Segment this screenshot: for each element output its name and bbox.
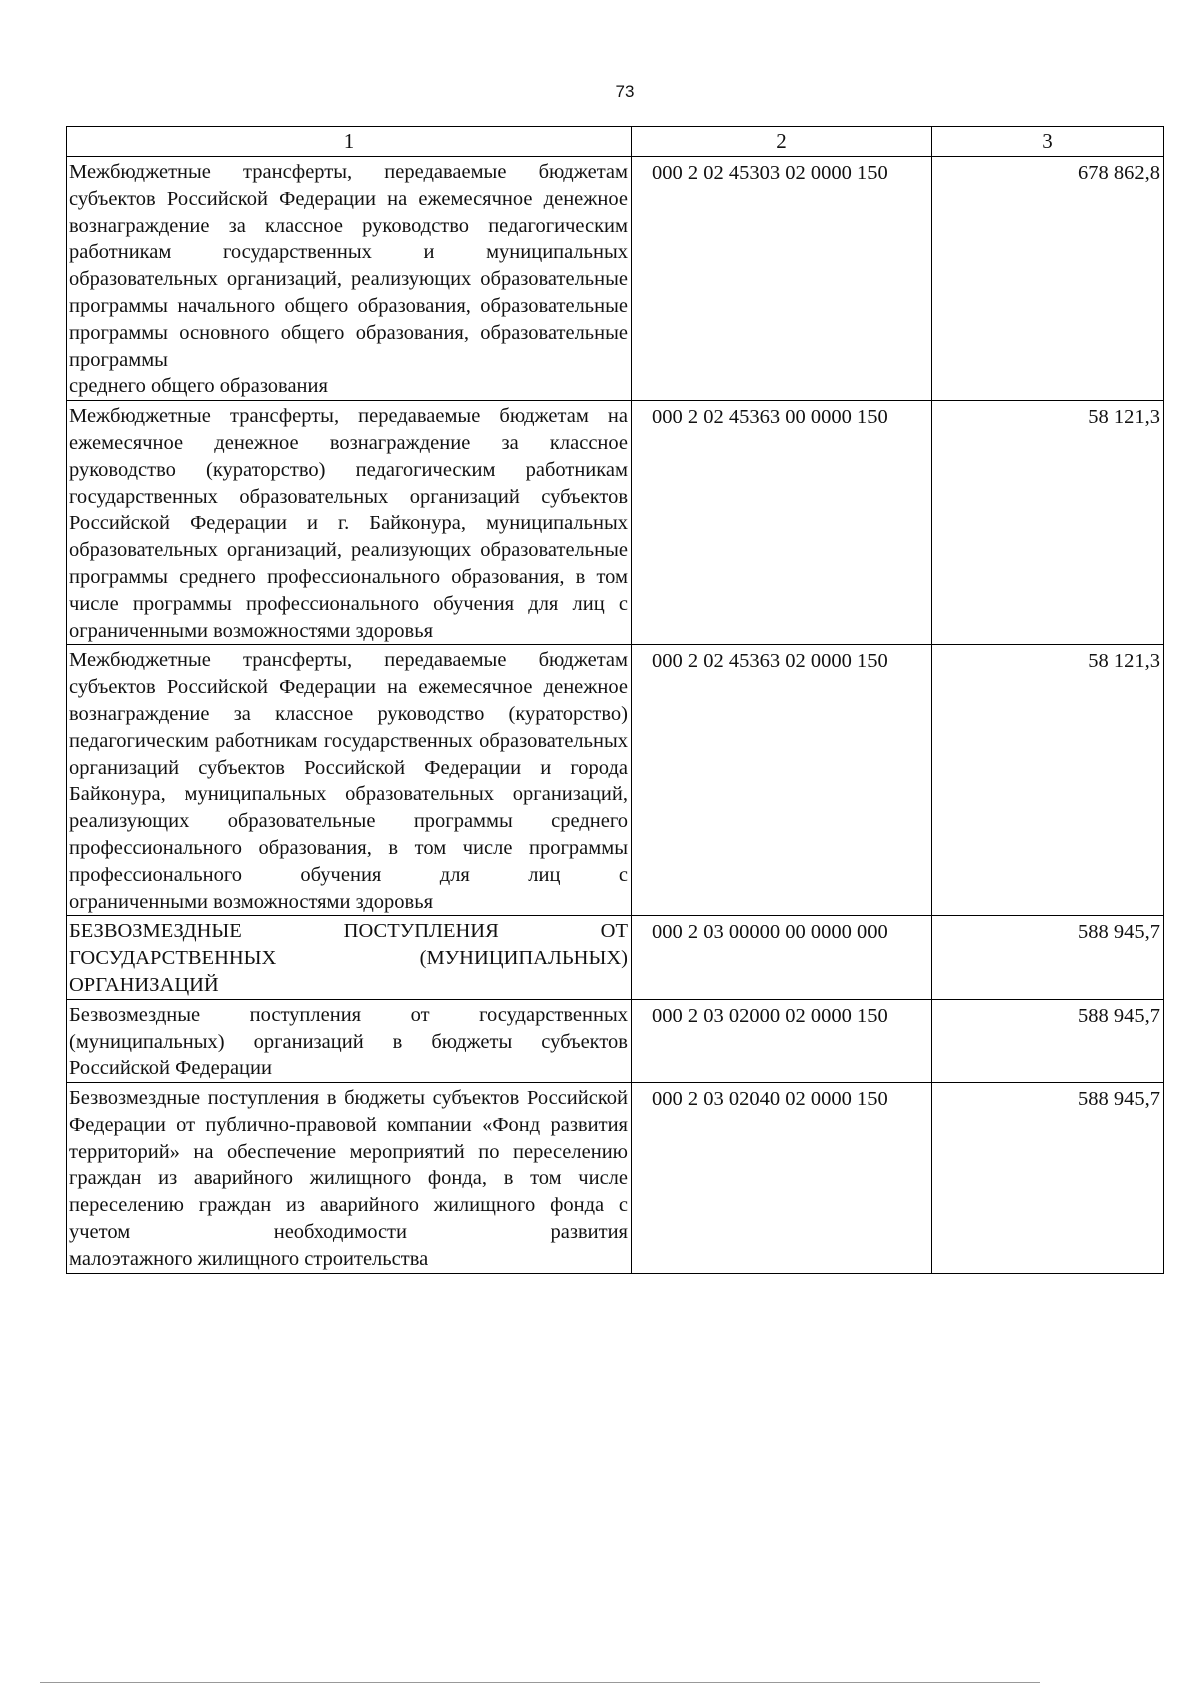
row-name bbox=[67, 999, 632, 1082]
row-name bbox=[67, 401, 632, 645]
table-header-row bbox=[67, 127, 1164, 157]
row-name-text: Безвозмездные поступления в бюджеты субъектов Российской Федерации от публично-правовой компании «Фонд развития территорий» на обеспечение мероприятий по переселению граждан из аварийного жилищного фонда, в том числе переселению граждан из аварийного жилищного фонда с учетом необходимости развития bbox=[69, 1087, 628, 1244]
table-row bbox=[67, 645, 1164, 916]
row-code: 000 2 03 02000 02 0000 150 bbox=[632, 999, 932, 1082]
row-amount: 58 121,3 bbox=[932, 401, 1164, 645]
table-row bbox=[67, 1083, 1164, 1274]
budget-table bbox=[66, 126, 1164, 1274]
row-amount: 678 862,8 bbox=[932, 157, 1164, 401]
row-code: 000 2 02 45363 00 0000 150 bbox=[632, 401, 932, 645]
row-code: 000 2 02 45363 02 0000 150 bbox=[632, 645, 932, 916]
table-row bbox=[67, 157, 1164, 401]
row-name bbox=[67, 645, 632, 916]
table-row bbox=[67, 916, 1164, 999]
row-code: 000 2 02 45303 02 0000 150 bbox=[632, 157, 932, 401]
row-name-text: Безвозмездные поступления от государственных (муниципальных) организаций в бюджеты субъектов bbox=[69, 1003, 628, 1053]
row-code: 000 2 03 02040 02 0000 150 bbox=[632, 1083, 932, 1274]
row-name-last-line: ограниченными возможностями здоровья bbox=[69, 890, 433, 913]
row-amount: 588 945,7 bbox=[932, 1083, 1164, 1274]
row-name-text: Межбюджетные трансферты, передаваемые бюджетам субъектов Российской Федерации на ежемесячное денежное вознаграждение за классное руководство педагогическим работникам государственных и муниципальных образовательных организаций, реализующих образовательные программы начального общего образования, образовательные программы основного общего образования, образовательные программы bbox=[69, 161, 628, 371]
row-name-last-line: ОРГАНИЗАЦИЙ bbox=[69, 973, 219, 996]
row-name-last-line: малоэтажного жилищного строительства bbox=[69, 1247, 429, 1270]
footer-divider bbox=[40, 1682, 1040, 1683]
row-name-text: БЕЗВОЗМЕЗДНЫЕ ПОСТУПЛЕНИЯ ОТ ГОСУДАРСТВЕННЫХ (МУНИЦИПАЛЬНЫХ) bbox=[69, 920, 628, 970]
row-name-last-line: Российской Федерации bbox=[69, 1057, 272, 1080]
column-header-2: 2 bbox=[632, 127, 932, 157]
row-name-last-line: среднего общего образования bbox=[69, 375, 328, 398]
row-name-text: Межбюджетные трансферты, передаваемые бюджетам субъектов Российской Федерации на ежемесячное денежное вознаграждение за классное руководство (кураторство) педагогическим работникам государственных образовательных организаций субъектов Российской Федерации и города Байконура, муниципальных образовательных организаций, реализующих образовательные программы среднего профессионального образования, в том числе программы профессионального обучения для лиц с bbox=[69, 649, 628, 886]
row-amount: 588 945,7 bbox=[932, 999, 1164, 1082]
row-name bbox=[67, 157, 632, 401]
column-header-3: 3 bbox=[932, 127, 1164, 157]
table-row bbox=[67, 401, 1164, 645]
page-number: 73 bbox=[615, 82, 635, 101]
row-name bbox=[67, 916, 632, 999]
row-amount: 58 121,3 bbox=[932, 645, 1164, 916]
row-name-last-line: ограниченными возможностями здоровья bbox=[69, 619, 433, 642]
row-amount: 588 945,7 bbox=[932, 916, 1164, 999]
row-name bbox=[67, 1083, 632, 1274]
column-header-1: 1 bbox=[67, 127, 632, 157]
table-row bbox=[67, 999, 1164, 1082]
row-code: 000 2 03 00000 00 0000 000 bbox=[632, 916, 932, 999]
row-name-text: Межбюджетные трансферты, передаваемые бюджетам на ежемесячное денежное вознаграждение за классное руководство (кураторство) педагогическим работникам государственных образовательных организаций субъектов Российской Федерации и г. Байконура, муниципальных образовательных организаций, реализующих образовательные программы среднего профессионального образования, в том числе программы профессионального обучения для лиц с bbox=[69, 405, 628, 615]
